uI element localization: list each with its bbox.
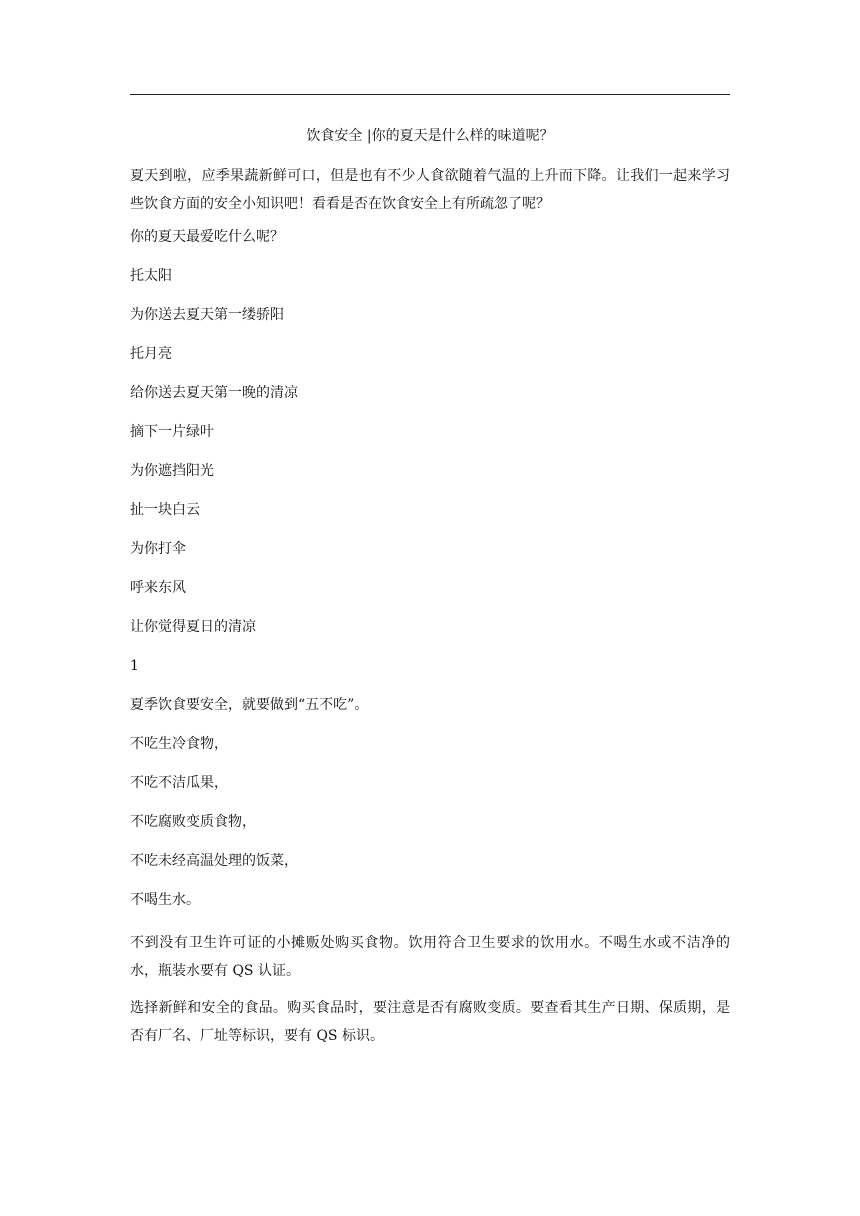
poem-line: 呼来东风 bbox=[130, 580, 186, 596]
document-title: 饮食安全 |你的夏天是什么样的味道呢？ bbox=[306, 128, 554, 144]
poem-line: 为你打伞 bbox=[130, 541, 186, 557]
rule-item: 不吃腐败变质食物， bbox=[130, 814, 256, 830]
rule-intro: 夏季饮食要安全，就要做到“五不吃”。 bbox=[130, 697, 369, 713]
poem-line: 为你遮挡阳光 bbox=[130, 463, 214, 479]
food-paragraph: 选择新鲜和安全的食品。购买食品时，要注意是否有腐败变质。要查看其生产日期、保质期，是否有厂名、厂址等标识，要有 QS 标识。 bbox=[130, 1000, 730, 1044]
rule-item: 不吃不洁瓜果， bbox=[130, 775, 228, 791]
poem-line: 给你送去夏天第一晚的清凉 bbox=[130, 385, 298, 401]
poem-line: 扯一块白云 bbox=[130, 502, 200, 518]
water-paragraph: 不到没有卫生许可证的小摊贩处购买食物。饮用符合卫生要求的饮用水。不喝生水或不洁净的水，瓶装水要有 QS 认证。 bbox=[130, 935, 730, 979]
poem-line: 托月亮 bbox=[130, 346, 172, 362]
question-line: 你的夏天最爱吃什么呢？ bbox=[130, 229, 284, 245]
section-number: 1 bbox=[130, 658, 139, 674]
rule-item: 不吃未经高温处理的饭菜， bbox=[130, 853, 298, 869]
poem-line: 为你送去夏天第一缕骄阳 bbox=[130, 307, 284, 323]
rule-item: 不吃生冷食物， bbox=[130, 736, 228, 752]
poem-line: 让你觉得夏日的清凉 bbox=[130, 619, 256, 635]
poem-line: 托太阳 bbox=[130, 268, 172, 284]
header-rule bbox=[130, 94, 730, 95]
document-body bbox=[130, 126, 730, 1059]
intro-paragraph: 夏天到啦，应季果蔬新鲜可口，但是也有不少人食欲随着气温的上升而下降。让我们一起来学习些饮食方面的安全小知识吧！看看是否在饮食安全上有所疏忽了呢？ bbox=[130, 168, 730, 212]
poem-line: 摘下一片绿叶 bbox=[130, 424, 214, 440]
rule-item: 不喝生水。 bbox=[130, 892, 200, 908]
